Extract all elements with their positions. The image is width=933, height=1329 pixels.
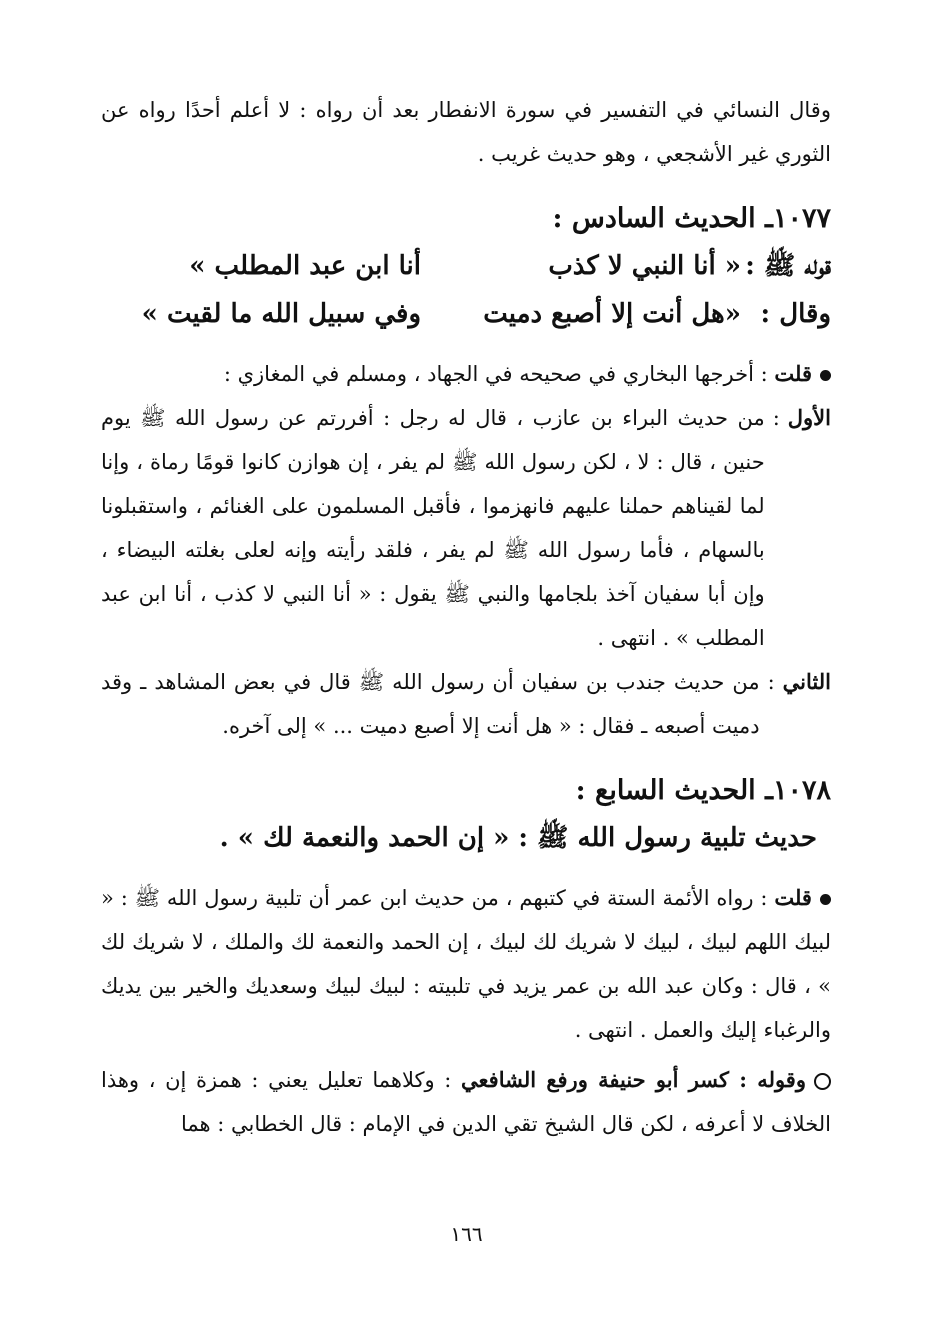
second-text: من حديث جندب بن سفيان أن رسول الله ﷺ قال في بعض المشاهد ـ وقد دميت أصبعه ـ فقال : « هل أنت إلا أصبع دميت ... » إلى آخره. — [101, 670, 760, 738]
verse-2-second-hemistich: وفي سبيل الله ما لقيت » — [141, 299, 421, 329]
bullet-icon — [820, 370, 831, 381]
hadith-1077-note — [101, 352, 831, 396]
second-label: الثاني — [782, 669, 831, 694]
page-number: ١٦٦ — [450, 1222, 483, 1246]
circle-icon — [814, 1073, 831, 1090]
remark-label: وقوله : كسر أبو حنيفة ورفع الشافعي — [461, 1067, 806, 1092]
hadith-1077-heading: ١٠٧٧ـ الحديث السادس : — [552, 203, 831, 234]
note-text: : أخرجها البخاري في صحيحه في الجهاد ، ومسلم في المغازي : — [223, 362, 768, 386]
first-text: من حديث البراء بن عازب ، قال له رجل : أفررتم عن رسول الله ﷺ يوم حنين ، قال : لا ، لكن رسول الله ﷺ لم يفر ، إن هوازن كانوا قومًا رماة ، وإنا لما لقيناهم حملنا عليهم فانهزموا ، فأقبل المسلمون على الغنائم ، واستقبلونا بالسهام ، فأما رسول الله ﷺ لم يفر ، فلقد رأيته وإنه لعلى بغلته البيضاء ، وإن أبا سفيان آخذ بلجامها والنبي ﷺ يقول : « أنا النبي لا كذب ، أنا ابن عبد المطلب » . انتهى . — [101, 406, 765, 650]
hadith-1078-heading: ١٠٧٨ـ الحديث السابع : — [575, 775, 831, 806]
colon-separator: : — [767, 670, 775, 694]
verse-1-lead: قوله ﷺ : — [745, 251, 831, 281]
note-label: قلت — [774, 885, 812, 910]
verse-line-1 — [101, 242, 831, 290]
verse-1-first-hemistich: « أنا النبي لا كذب — [548, 251, 741, 281]
intro-paragraph: وقال النسائي في التفسير في سورة الانفطار بعد أن رواه : لا أعلم أحدًا رواه عن الثوري غير الأشجعي ، وهو حديث غريب . — [101, 98, 831, 166]
hadith-1078-remark — [101, 1058, 831, 1146]
verse-1-second-hemistich: أنا ابن عبد المطلب » — [189, 251, 421, 281]
spacer — [101, 862, 831, 876]
spacer — [101, 748, 831, 768]
bullet-icon — [820, 894, 831, 905]
verse-2-first-hemistich: «هل أنت إلا أصبع دميت — [483, 299, 741, 329]
hadith-1078-note — [101, 876, 831, 1052]
second-narration — [101, 660, 831, 748]
spacer — [101, 338, 831, 352]
page-body — [101, 88, 831, 1146]
note-label: قلت — [774, 361, 812, 386]
verse-line-2 — [101, 290, 831, 338]
colon-separator: : — [772, 406, 780, 430]
spacer — [101, 176, 831, 196]
note-text: : رواه الأئمة الستة في كتبهم ، من حديث ابن عمر أن تلبية رسول الله ﷺ : « لبيك اللهم لبيك ، لبيك لا شريك لك لبيك ، إن الحمد والنعمة لك والملك ، لا شريك لك » ، قال : وكان عبد الله بن عمر يزيد في تلبيته : لبيك لبيك وسعديك والخير بين يديك والرغباء إليك والعمل . انتهى . — [101, 886, 831, 1042]
first-label: الأول — [787, 405, 831, 430]
first-narration — [101, 396, 831, 660]
verse-2-lead: وقال : — [760, 299, 831, 329]
hadith-1078-title-line: حديث تلبية رسول الله ﷺ : « إن الحمد والنعمة لك » . — [219, 823, 817, 853]
remark-text: : وكلاهما تعليل يعني : همزة إن ، وهذا الخلاف لا أعرفه ، لكن قال الشيخ تقي الدين في الإمام : قال الخطابي : هما — [101, 1068, 831, 1136]
